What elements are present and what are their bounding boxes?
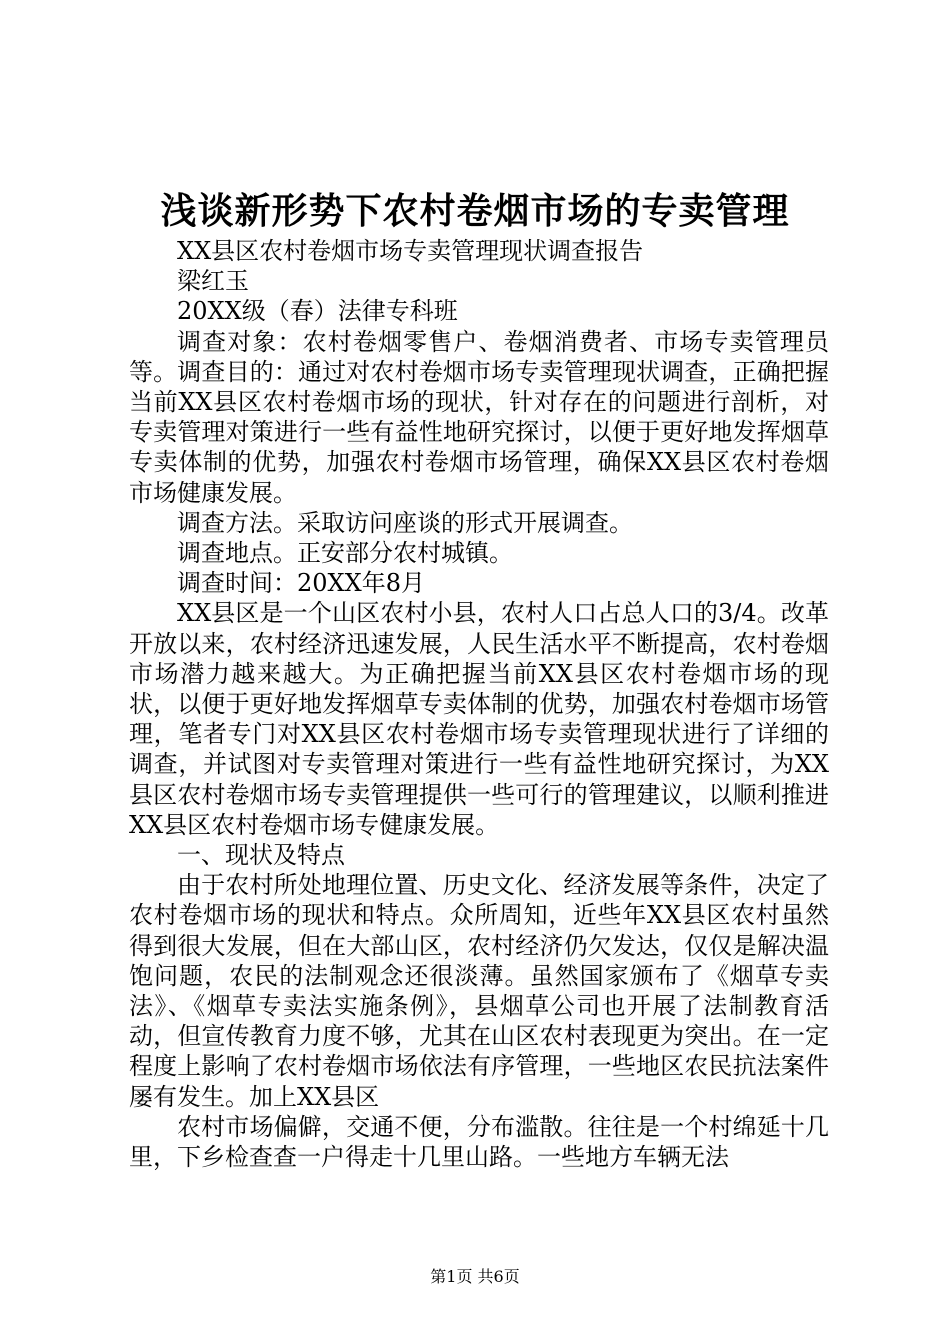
section-heading-status: 一、现状及特点 xyxy=(177,841,345,870)
paragraph-status: 由于农村所处地理位置、历史文化、经济发展等条件，决定了农村卷烟市场的现状和特点。众所周知，近些年XX县区农村虽然得到很大发展，但在大部山区，农村经济仍欠发达，仅仅是解决温饱问题，农民的法制观念还很淡薄。虽然国家颁布了《烟草专卖法》、《烟草专卖法实施条例》，县烟草公司也开展了法制教育活动，但宣传教育力度不够，尤其在山区农村表现更为突出。在一定程度上影响了农村卷烟市场依法有序管理，一些地区农民抗法案件屡有发生。加上XX县区 xyxy=(129,871,829,1111)
author-class: 20XX级（春）法律专科班 xyxy=(177,297,458,326)
paragraph-survey-location: 调查地点。正安部分农村城镇。 xyxy=(177,539,513,568)
paragraph-survey-objects: 调查对象：农村卷烟零售户、卷烟消费者、市场专卖管理员等。调查目的：通过对农村卷烟市场专卖管理现状调查，正确把握当前XX县区农村卷烟市场的现状，针对存在的问题进行剖析，对专卖管理对策进行一些有益性地研究探讨，以便于更好地发挥烟草专卖体制的优势，加强农村卷烟市场管理，确保XX县区农村卷烟市场健康发展。 xyxy=(129,327,829,507)
paragraph-survey-method: 调查方法。采取访问座谈的形式开展调查。 xyxy=(177,508,633,537)
paragraph-survey-time: 调查时间：20XX年8月 xyxy=(177,569,425,598)
page-footer: 第1页 共6页 xyxy=(430,1267,520,1286)
document-body xyxy=(129,236,829,1172)
paragraph-market-remote: 农村市场偏僻，交通不便，分布滥散。往往是一个村绵延十几里，下乡检查查一户得走十几里山路。一些地方车辆无法 xyxy=(129,1112,829,1172)
paragraph-intro: XX县区是一个山区农村小县，农村人口占总人口的3/4。改革开放以来，农村经济迅速发展，人民生活水平不断提高，农村卷烟市场潜力越来越大。为正确把握当前XX县区农村卷烟市场的现状，以便于更好地发挥烟草专卖体制的优势，加强农村卷烟市场管理，笔者专门对XX县区农村卷烟市场专卖管理现状进行了详细的调查，并试图对专卖管理对策进行一些有益性地研究探讨，为XX县区农村卷烟市场专卖管理提供一些可行的管理建议，以顺利推进XX县区农村卷烟市场专健康发展。 xyxy=(129,599,829,839)
report-subtitle: XX县区农村卷烟市场专卖管理现状调查报告 xyxy=(177,237,644,265)
document-title: 浅谈新形势下农村卷烟市场的专卖管理 xyxy=(160,190,790,232)
author-name: 梁红玉 xyxy=(177,267,249,296)
